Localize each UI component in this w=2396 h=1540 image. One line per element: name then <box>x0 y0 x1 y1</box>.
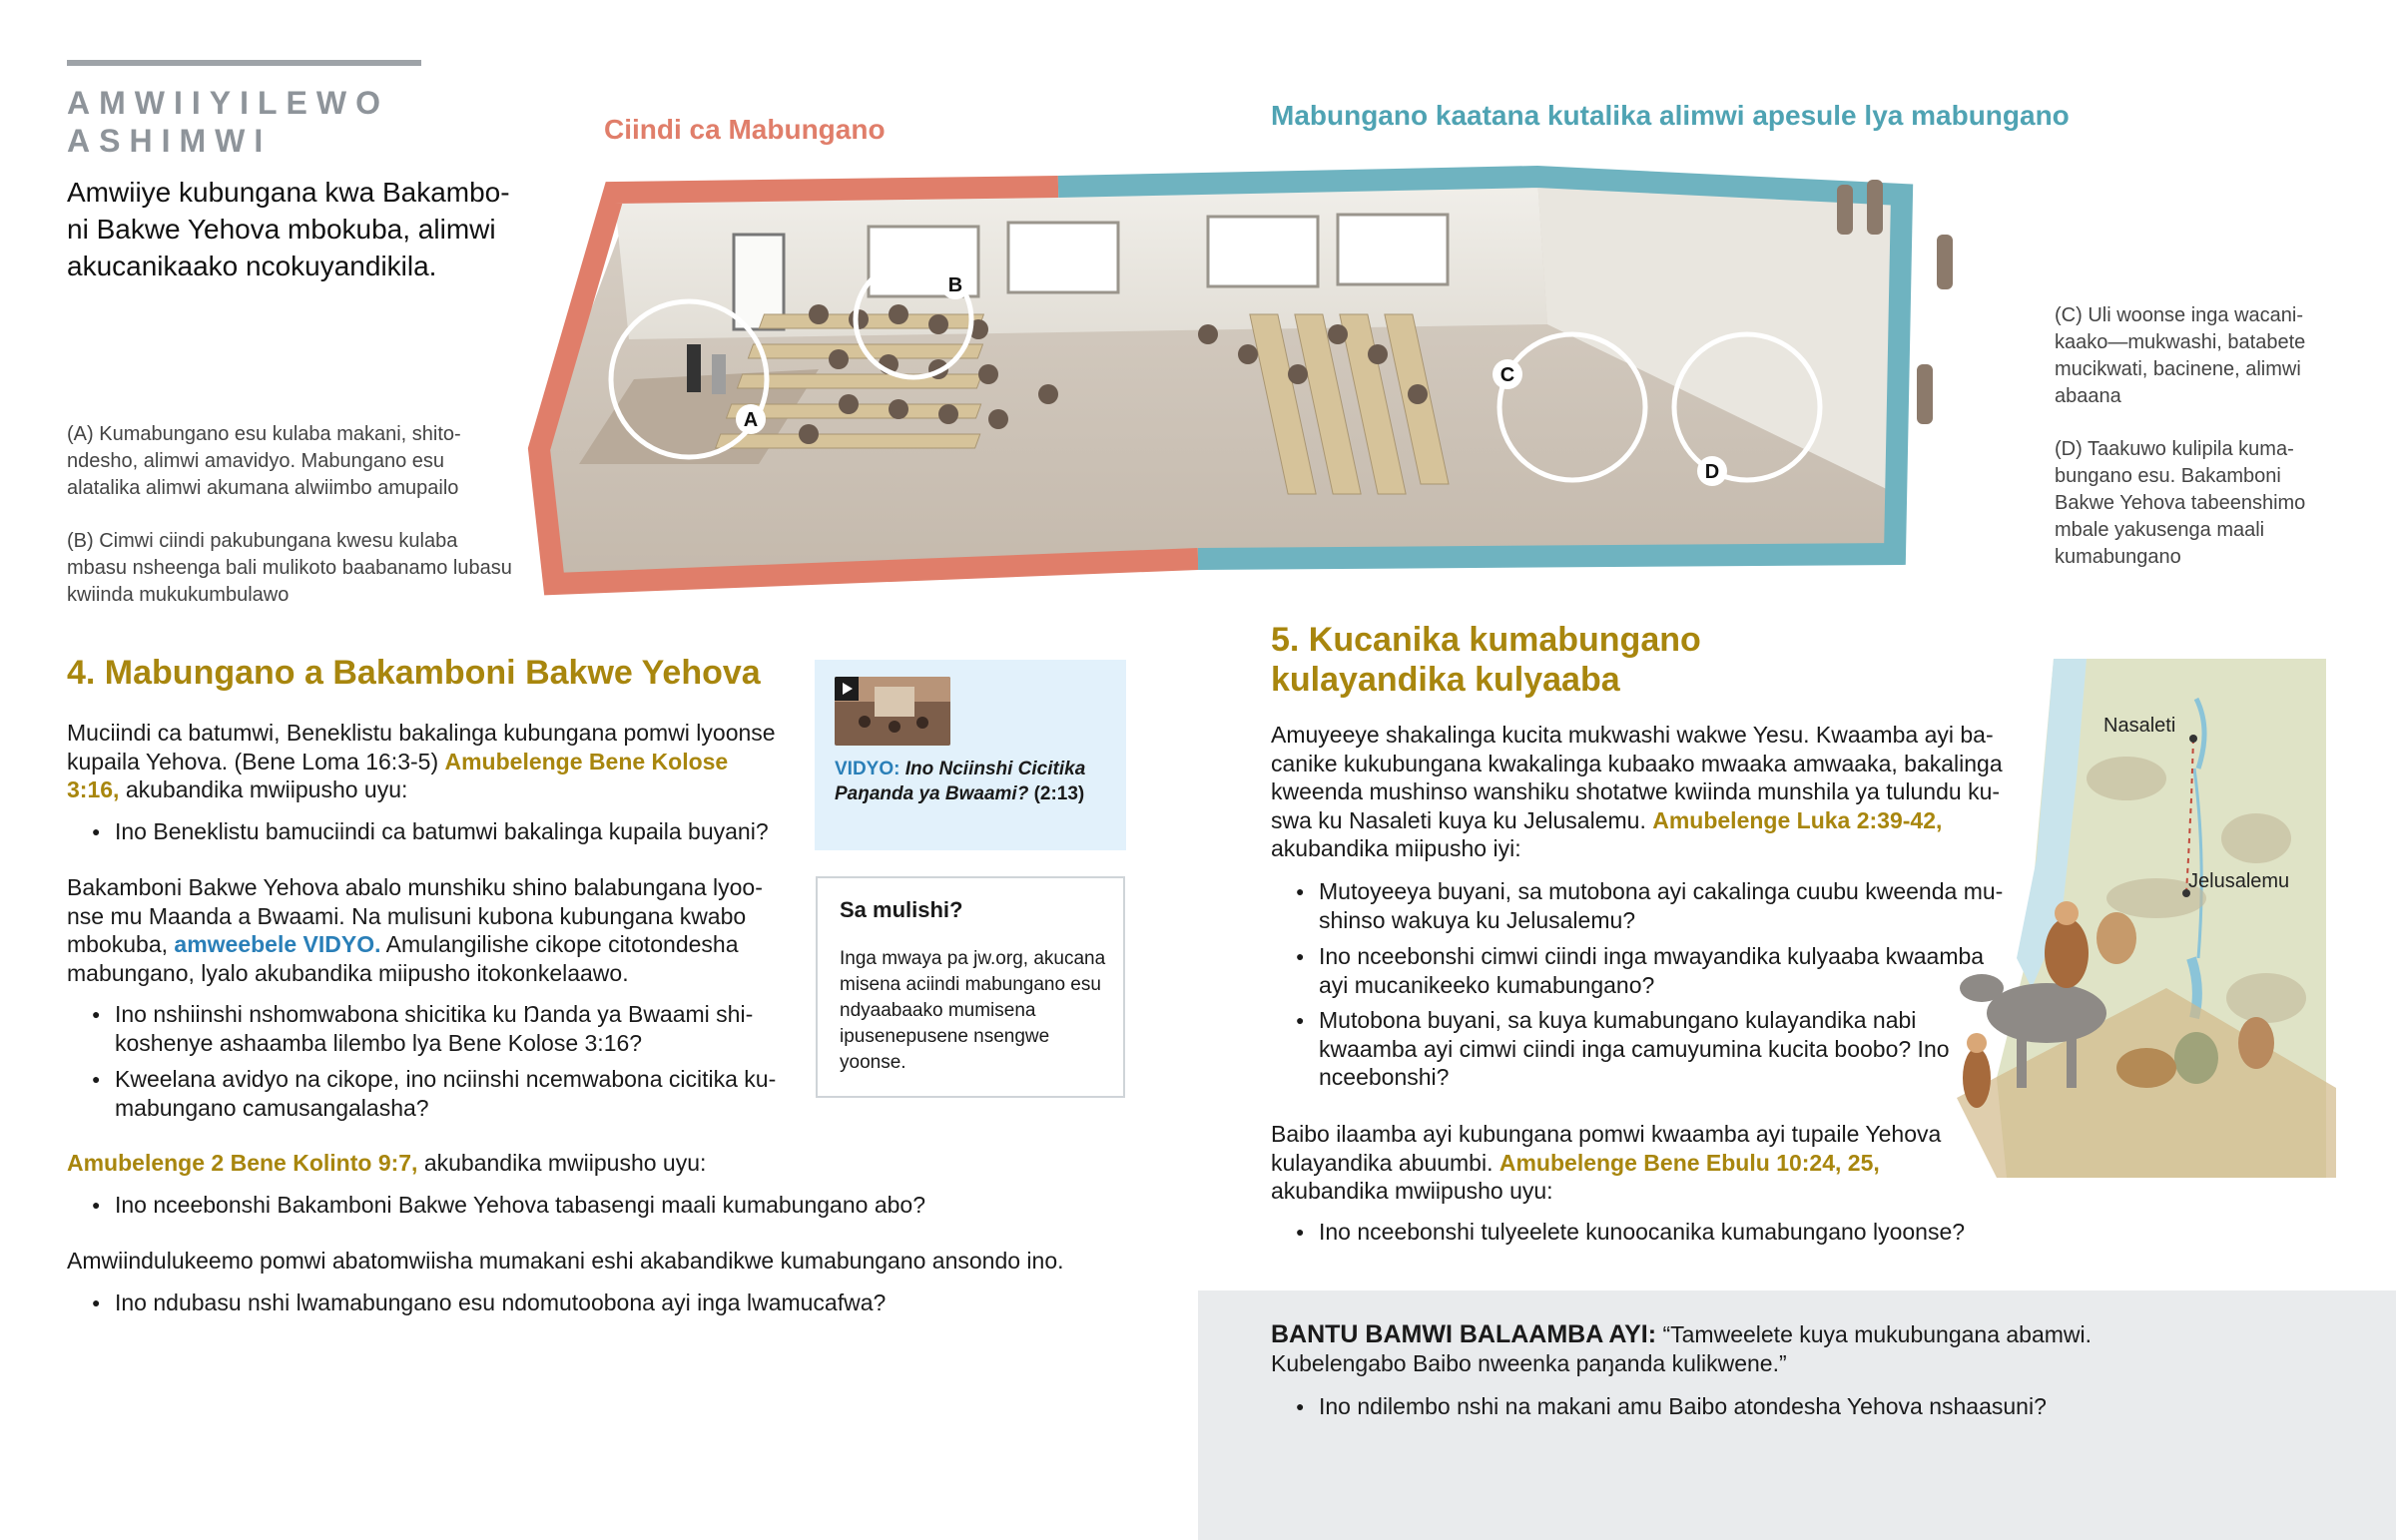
map-label-nazareth: Nasaleti <box>2103 715 2176 737</box>
objection-lead: BANTU BAMWI BALAAMBA AYI: <box>1271 1320 1657 1348</box>
section-4-question-2: ● Ino nshiinshi nshomwabona shicitika ku Ŋanda ya Bwaami shikoshenye ashaamba lilembo lya Bene Kolose 3:16? <box>67 1000 766 1057</box>
lesson-kicker: AMWIIYILEWO ASHIMWI <box>67 85 389 159</box>
section-4-paragraph-1 <box>67 719 786 804</box>
section-4-paragraph-4: Amwiindulukeemo pomwi abatomwiisha mumakani eshi akabandikwe kumabungano ansondo ino. <box>67 1248 1064 1274</box>
section-4-heading: 4. Mabungano a Bakamboni Bakwe Yehova <box>67 654 761 692</box>
note-c <box>2055 302 2344 410</box>
note-c-text: Uli woonse inga wacanikaako—mukwashi, batabete mucikwati, bacinene, alimwi abaana <box>2055 304 2306 407</box>
did-you-know-box <box>816 876 1125 1098</box>
marker-d: D <box>1704 461 1720 483</box>
section-4-p1-text: Muciindi ca batumwi, Beneklistu bakalinga kubungana pomwi lyoonse kupaila Yehova. (Bene Loma 16:3-5) <box>67 720 776 774</box>
section-5-p2-text: Baibo ilaamba ayi kubungana pomwi kwaamba ayi tupaile Yehova kulayandika abuumbi. <box>1271 1121 1942 1176</box>
video-kind: VIDYO: <box>835 759 900 779</box>
note-d <box>2055 436 2344 571</box>
section-4-paragraph-3 <box>67 1149 786 1178</box>
scripture-ref-hebrews[interactable]: Amubelenge Bene Ebulu 10:24, 25, <box>1498 1149 1880 1176</box>
play-icon[interactable] <box>835 677 859 701</box>
nazareth-dot <box>2189 735 2197 743</box>
note-c-tag: (C) <box>2055 304 2083 326</box>
marker-c: C <box>1499 364 1515 386</box>
marker-a: A <box>743 409 759 431</box>
scripture-ref-2-corinthians[interactable]: Amubelenge 2 Bene Kolinto 9:7, <box>67 1150 418 1176</box>
video-thumbnail[interactable] <box>835 677 950 746</box>
marker-b: B <box>947 274 963 296</box>
objection-quote <box>1271 1320 2169 1378</box>
kingdom-hall-illustration <box>519 165 1967 604</box>
map-label-jerusalem: Jelusalemu <box>2188 870 2290 892</box>
video-duration: (2:13) <box>1033 783 1085 804</box>
section-5-p1-tail: akubandika miipusho iyi: <box>1271 835 1521 861</box>
note-b-tag: (B) <box>67 530 94 552</box>
lesson-intro: Amwiiye kubungana kwa Bakamboni Bakwe Yehova mbokuba, alimwi akucanikaako ncokuyandikila. <box>67 177 510 281</box>
scripture-ref-luke[interactable]: Amubelenge Luka 2:39-42, <box>1652 806 1943 833</box>
header-rule <box>67 60 421 66</box>
video-box[interactable] <box>815 660 1126 850</box>
video-title[interactable]: Ino Nciinshi Cicitika Paŋanda ya Bwaami? <box>835 759 1086 804</box>
section-4-question-3: ● Kweelana avidyo na cikope, ino nciinshi ncemwabona cicitika kumabungano camusangalasha? <box>67 1065 786 1122</box>
objection-text: “Tamweelete kuya mukubungana abamwi. Kubelengabo Baibo nweenka paŋanda kulikwene.” <box>1271 1321 2093 1376</box>
section-5-paragraph-2 <box>1271 1120 1960 1206</box>
did-you-know-title: Sa mulishi? <box>840 897 963 922</box>
section-4-p1-tail: akubandika mwiipusho uyu: <box>119 776 408 802</box>
note-a <box>67 421 516 502</box>
note-b <box>67 528 516 609</box>
video-link[interactable]: amweebele VIDYO. <box>174 931 381 957</box>
note-a-tag: (A) <box>67 423 94 445</box>
note-a-text: Kumabungano esu kulaba makani, shitondesho, alimwi amavidyo. Mabungano esu alatalika alimwi akumana alwiimbo amupailo <box>67 423 461 499</box>
section-5-paragraph-1 <box>1271 721 2010 863</box>
section-4-question-1: ● Ino Beneklistu bamuciindi ca batumwi bakalinga kupaila buyani? <box>67 817 806 846</box>
did-you-know-text: Inga mwaya pa jw.org, akucana misena aciindi mabungano esu ndyaabaako mumisena ipusenepusene nsengwe yoonse. <box>840 948 1106 1073</box>
section-5-p1-text: Amuyeeye shakalinga kucita mukwashi wakwe Yesu. Kwaamba ayi bacanike kukubungana kwakalinga kubaako mwaaka amwaaka, bakalinga kweenda mushinso wanshiku shotatwe kwiinda munshila ya tulundu kuswa ku Nasaleti kuya ku Jelusalemu. <box>1271 722 2003 833</box>
video-caption <box>835 757 1119 806</box>
objection-question: ● Ino ndilembo nshi na makani amu Baibo atondesha Yehova nshaasuni? <box>1271 1392 2169 1421</box>
figure-title-meeting-time: Ciindi ca Mabungano <box>604 114 886 145</box>
note-b-text: Cimwi ciindi pakubungana kwesu kulaba mbasu nsheenga bali mulikoto baabanamo lubasu kwiinda mukukumbulawo <box>67 530 512 606</box>
section-5-question-4: ● Ino nceebonshi tulyeelete kunoocanika kumabungano lyoonse? <box>1271 1218 2010 1247</box>
note-d-tag: (D) <box>2055 438 2083 460</box>
section-5-question-2: ● Ino nceebonshi cimwi ciindi inga mwayandika kulyaaba kwaamba ayi mucanikeeko kumabungano? <box>1271 942 2010 999</box>
section-4-p2-text: Bakamboni Bakwe Yehova abalo munshiku shino balabungana lyoonse mu Maanda a Bwaami. Na mulisuni kubona kubungana kwabo mbokuba, <box>67 874 763 957</box>
figure-title-before-after: Mabungano kaatana kutalika alimwi apesule lya mabungano <box>1271 100 2070 131</box>
section-4-p3-tail: akubandika mwiipusho uyu: <box>417 1150 707 1176</box>
note-d-text: Taakuwo kulipila kumabungano esu. Bakamboni Bakwe Yehova tabeenshimo mbale yakusenga maali kumabungano <box>2055 438 2306 568</box>
section-5-p2-tail: akubandika mwiipusho uyu: <box>1271 1178 1553 1204</box>
section-5-question-3: ● Mutobona buyani, sa kuya kumabungano kulayandika nabi kwaamba ayi cimwi ciindi inga camuyumina kucita boobo? Ino nceebonshi? <box>1271 1006 2005 1092</box>
section-4-question-5: ● Ino ndubasu nshi lwamabungano esu ndomutoobona ayi inga lwamucafwa? <box>67 1288 965 1317</box>
section-5-question-1: ● Mutoyeeya buyani, sa mutobona ayi cakalinga cuubu kweenda mushinso wakuya ku Jelusalemu? <box>1271 877 2010 934</box>
section-4-paragraph-2 <box>67 873 771 987</box>
scripture-ref-colossians[interactable]: Amubelenge Bene Kolose 3:16, <box>67 748 729 802</box>
section-5-heading: 5. Kucanika kumabungano kulayandika kulyaaba <box>1271 621 1701 699</box>
section-4-question-4: ● Ino nceebonshi Bakamboni Bakwe Yehova tabasengi maali kumabungano abo? <box>67 1191 965 1220</box>
section-4-p2-tail: Amulangilishe cikope citotondesha mabungano, lyalo akubandika miipusho itokonkelaawo. <box>67 931 739 986</box>
